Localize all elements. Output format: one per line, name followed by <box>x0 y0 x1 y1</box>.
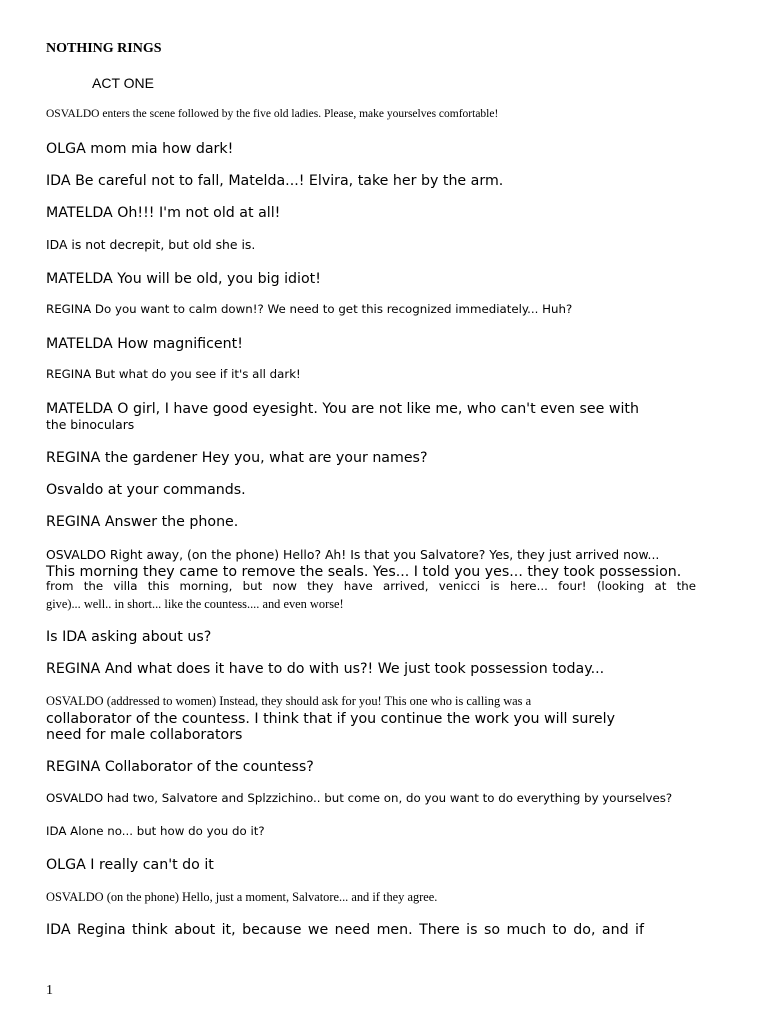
dialogue-line: IDA Regina think about it, because we need men. There is so much to do, and if <box>46 922 644 938</box>
dialogue-line: the binoculars <box>46 417 135 432</box>
dialogue-line: REGINA And what does it have to do with us?! We just took possession today... <box>46 661 605 677</box>
dialogue-line: REGINA But what do you see if it's all dark! <box>46 367 301 381</box>
dialogue-line: REGINA the gardener Hey you, what are your names? <box>46 450 428 466</box>
stage-direction: OSVALDO enters the scene followed by the five old ladies. Please, make yourselves comfortable! <box>46 108 499 120</box>
dialogue-line: MATELDA How magnificent! <box>46 336 243 352</box>
stage-direction: OSVALDO (on the phone) Hello, just a moment, Salvatore... and if they agree. <box>46 890 438 904</box>
dialogue-line: IDA Alone no... but how do you do it? <box>46 824 265 838</box>
dialogue-line: OLGA mom mia how dark! <box>46 141 234 157</box>
dialogue-line: This morning they came to remove the seals. Yes... I told you yes... they took possession. <box>46 564 682 580</box>
dialogue-line: Osvaldo at your commands. <box>46 482 246 498</box>
page-number: 1 <box>46 983 53 998</box>
dialogue-line: need for male collaborators <box>46 727 243 743</box>
dialogue-line: REGINA Collaborator of the countess? <box>46 759 314 775</box>
dialogue-line: give)... well.. in short... like the countess.... and even worse! <box>46 597 344 611</box>
dialogue-line: IDA is not decrepit, but old she is. <box>46 237 256 252</box>
document-title: NOTHING RINGS <box>46 41 162 56</box>
dialogue-line: REGINA Answer the phone. <box>46 514 239 530</box>
dialogue-line: collaborator of the countess. I think that if you continue the work you will surely <box>46 711 615 727</box>
dialogue-line: OSVALDO had two, Salvatore and Splzzichino.. but come on, do you want to do everything by yourselves? <box>46 791 673 805</box>
dialogue-line: REGINA Do you want to calm down!? We need to get this recognized immediately... Huh? <box>46 302 573 316</box>
dialogue-line: MATELDA O girl, I have good eyesight. You are not like me, who can't even see with <box>46 401 639 417</box>
dialogue-line: OSVALDO Right away, (on the phone) Hello? Ah! Is that you Salvatore? Yes, they just arrived now... <box>46 547 660 562</box>
dialogue-line: Is IDA asking about us? <box>46 629 212 645</box>
dialogue-line: from the villa this morning, but now they have arrived, venicci is here... four! (looking at the <box>46 579 696 593</box>
act-heading: ACT ONE <box>92 75 154 91</box>
dialogue-line: MATELDA Oh!!! I'm not old at all! <box>46 205 281 221</box>
dialogue-line: MATELDA You will be old, you big idiot! <box>46 271 321 287</box>
dialogue-line: OLGA I really can't do it <box>46 857 214 873</box>
dialogue-line: OSVALDO (addressed to women) Instead, they should ask for you! This one who is calling was a <box>46 694 532 708</box>
dialogue-line: IDA Be careful not to fall, Matelda...! Elvira, take her by the arm. <box>46 173 504 189</box>
